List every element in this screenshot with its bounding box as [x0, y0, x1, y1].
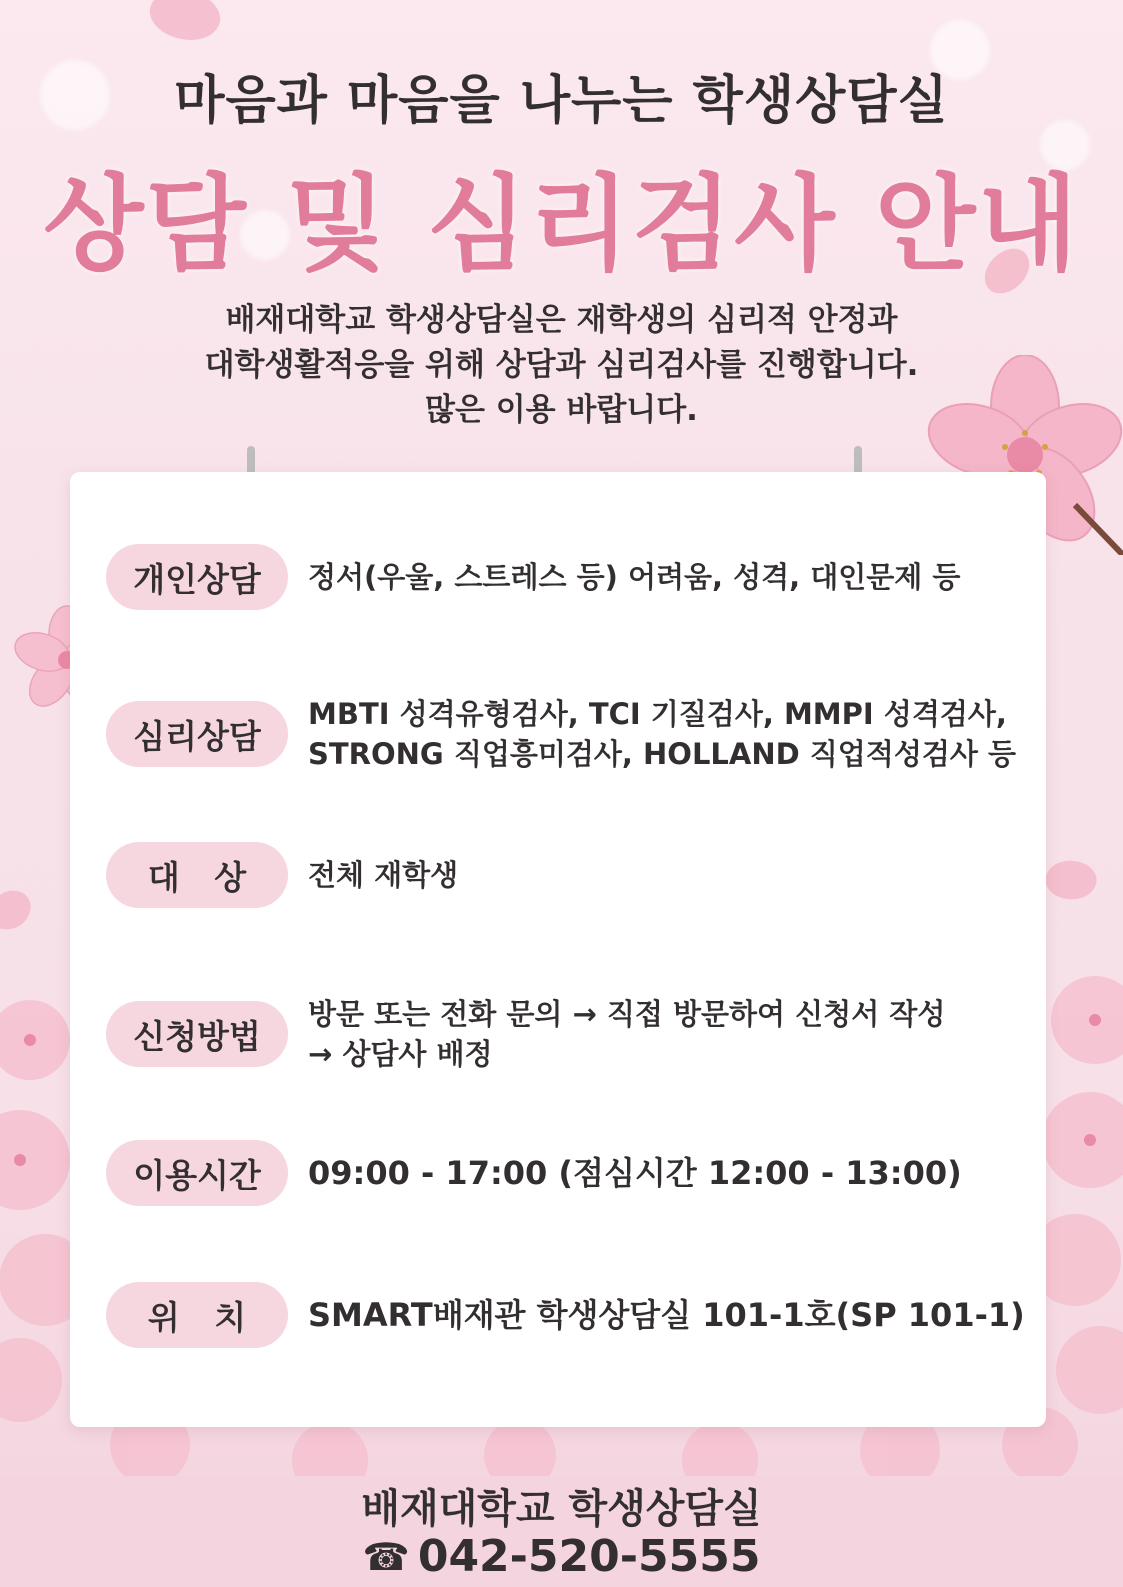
- description-line: 정서(우울, 스트레스 등) 어려움, 성격, 대인문제 등: [308, 560, 961, 594]
- row-description: [308, 557, 960, 597]
- description-line: 09:00 - 17:00 (점심시간 12:00 - 13:00): [308, 1154, 962, 1192]
- phone-number: 042-520-5555: [417, 1531, 761, 1582]
- info-row: [106, 544, 1016, 610]
- description-line: MBTI 성격유형검사, TCI 기질검사, MMPI 성격검사,: [308, 697, 1007, 731]
- footer-bar: [0, 1476, 1123, 1587]
- row-tag: 위 치: [106, 1282, 288, 1348]
- poster-subtitle: 마음과 마음을 나누는 학생상담실: [174, 71, 949, 131]
- telephone-icon: ☎: [362, 1535, 410, 1579]
- info-row: [106, 694, 1016, 774]
- info-row: [106, 1282, 1025, 1348]
- row-description: [308, 994, 945, 1074]
- intro-line: 많은 이용 바랍니다.: [425, 392, 698, 428]
- poster-title: 상담 및 심리검사 안내: [43, 163, 1080, 285]
- row-description: [308, 1153, 962, 1193]
- info-board: [70, 472, 1046, 1427]
- intro-line: 배재대학교 학생상담실은 재학생의 심리적 안정과: [225, 302, 898, 338]
- row-description: [308, 855, 458, 895]
- row-description: [308, 1295, 1025, 1335]
- row-tag: 이용시간: [106, 1140, 288, 1206]
- info-row: [106, 994, 1016, 1074]
- description-line: STRONG 직업흥미검사, HOLLAND 직업적성검사 등: [308, 737, 1016, 771]
- row-description: [308, 694, 1016, 774]
- row-tag: 대 상: [106, 842, 288, 908]
- intro-line: 대학생활적응을 위해 상담과 심리검사를 진행합니다.: [204, 347, 919, 383]
- row-tag: 심리상담: [106, 701, 288, 767]
- description-line: 방문 또는 전화 문의 → 직접 방문하여 신청서 작성: [308, 997, 946, 1031]
- petal-decoration: [143, 0, 228, 52]
- info-row: [106, 842, 1016, 908]
- info-row: [106, 1140, 1016, 1206]
- footer-phone: [0, 1532, 1123, 1582]
- description-line: 전체 재학생: [308, 858, 459, 892]
- row-tag: 개인상담: [106, 544, 288, 610]
- footer-office-name: 배재대학교 학생상담실: [361, 1486, 762, 1532]
- description-line: → 상담사 배정: [308, 1037, 493, 1071]
- row-tag: 신청방법: [106, 1001, 288, 1067]
- description-line: SMART배재관 학생상담실 101-1호(SP 101-1): [308, 1296, 1025, 1334]
